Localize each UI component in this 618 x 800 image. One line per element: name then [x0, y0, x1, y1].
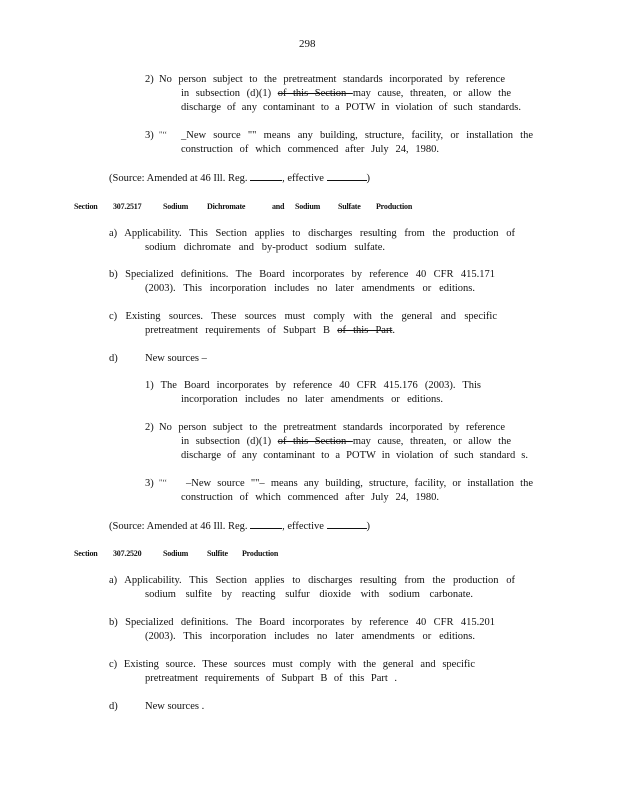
s2517-c-line-2 [145, 324, 395, 337]
s2517-a-line-2: sodium dichromate and by-product sodium sulfate. [145, 242, 385, 253]
s2520-d-text: New sources . [145, 701, 205, 712]
source-note-2: (Source: Amended at 46 Ill. Reg. , effective ) [109, 521, 371, 532]
item-2-line-2-a: in subsection (d)(1) [181, 88, 278, 99]
s2517-a-line-1: a) Applicability. This Section applies to discharges resulting from the production of [109, 228, 515, 239]
s2520-b-line-1: b) Specialized definitions. The Board incorporates by reference 40 CFR 415.201 [109, 617, 495, 628]
s2517-d1-line-2: incorporation includes no later amendments or editions. [181, 394, 443, 405]
s2517-d2-label: 2) [145, 422, 154, 433]
section-title-word: Sodium [163, 202, 189, 211]
item-2-line-2-b: may cause, threaten, or allow the [352, 88, 512, 99]
s2517-d2-line-2-a: in subsection (d)(1) [181, 436, 278, 447]
section-title-word: Sodium [295, 202, 321, 211]
section-word: Section [74, 549, 98, 558]
item-2-line-2 [181, 87, 511, 100]
section-title-word: Sulfate [338, 202, 361, 211]
s2520-c-line-2: pretreatment requirements of Subpart B of this Part . [145, 673, 397, 684]
blank-line [327, 519, 367, 529]
section-title-word: Production [242, 549, 279, 558]
s2517-d3-label: 3) [145, 478, 154, 489]
section-word: Section [74, 202, 98, 211]
s2520-a-line-2: sodium sulfite by reacting sulfur dioxide with sodium carbonate. [145, 589, 473, 600]
item-3-marks: "‘‘ [159, 130, 167, 139]
source-note-2-b: , effective [282, 521, 324, 532]
item-2-line-3: discharge of any contaminant to a POTW in violation of such standards. [181, 102, 521, 113]
item-3-line-2: construction of which commenced after July 24, 1980. [181, 144, 439, 155]
struck-text: of this Section [277, 88, 353, 99]
section-title-word: Production [376, 202, 413, 211]
s2517-d2-line-3: discharge of any contaminant to a POTW in violation of such standard s. [181, 450, 528, 461]
section-title-word: Dichromate [207, 202, 246, 211]
s2520-b-line-2: (2003). This incorporation includes no later amendments or editions. [145, 631, 475, 642]
s2520-a-line-1: a) Applicability. This Section applies to discharges resulting from the production of [109, 575, 515, 586]
s2517-c-line-2-a: pretreatment requirements of Subpart B [145, 325, 338, 336]
source-note-1-b: , effective [282, 173, 324, 184]
s2517-d3-line-1 [186, 477, 533, 490]
struck-text: of this Section [277, 436, 353, 447]
s2517-c-line-2-b: . [392, 325, 396, 336]
item-2-line-1: No person subject to the pretreatment standards incorporated by reference [159, 74, 505, 85]
section-title-word: Sodium [163, 549, 189, 558]
item-2-label: 2) [145, 74, 154, 85]
item-3-label: 3) [145, 130, 154, 141]
item-3-line-1 [181, 129, 533, 142]
s2517-d3-marks: "‘‘ [159, 478, 167, 487]
item-3-line-1-b: "" means any building, structure, facility, or installation the [247, 130, 533, 141]
s2517-d3-line-1-a: –New source [186, 478, 251, 489]
item-3-line-1-a: _New source [181, 130, 248, 141]
blank-line [250, 519, 282, 529]
section-number: 307.2520 [113, 549, 142, 558]
section-number: 307.2517 [113, 202, 142, 211]
source-note-1-a: (Source: Amended at 46 Ill. Reg. [109, 173, 248, 184]
struck-text: of this Part [337, 325, 393, 336]
s2520-d-label: d) [109, 701, 118, 712]
s2520-c-line-1: c) Existing source. These sources must comply with the general and specific [109, 659, 475, 670]
blank-line [250, 171, 282, 181]
s2517-c-line-1: c) Existing sources. These sources must comply with the general and specific [109, 311, 497, 322]
s2517-d2-line-2 [181, 435, 511, 448]
s2517-d2-line-1: No person subject to the pretreatment standards incorporated by reference [159, 422, 505, 433]
s2517-d3-line-1-b: ""– means any building, structure, facility, or installation the [250, 478, 533, 489]
blank-line [327, 171, 367, 181]
s2517-d3-line-2: construction of which commenced after July 24, 1980. [181, 492, 439, 503]
source-note-1: (Source: Amended at 46 Ill. Reg. , effective ) [109, 173, 371, 184]
s2517-b-line-2: (2003). This incorporation includes no later amendments or editions. [145, 283, 475, 294]
s2517-d-text: New sources – [145, 353, 207, 364]
s2517-d-label: d) [109, 353, 118, 364]
s2517-d2-line-2-b: may cause, threaten, or allow the [352, 436, 512, 447]
s2517-b-line-1: b) Specialized definitions. The Board incorporates by reference 40 CFR 415.171 [109, 269, 495, 280]
s2517-d1-line-1: 1) The Board incorporates by reference 40 CFR 415.176 (2003). This [145, 380, 481, 391]
section-title-word: Sulfite [207, 549, 228, 558]
section-title-word: and [272, 202, 285, 211]
source-note-2-a: (Source: Amended at 46 Ill. Reg. [109, 521, 248, 532]
page-number: 298 [299, 38, 316, 50]
